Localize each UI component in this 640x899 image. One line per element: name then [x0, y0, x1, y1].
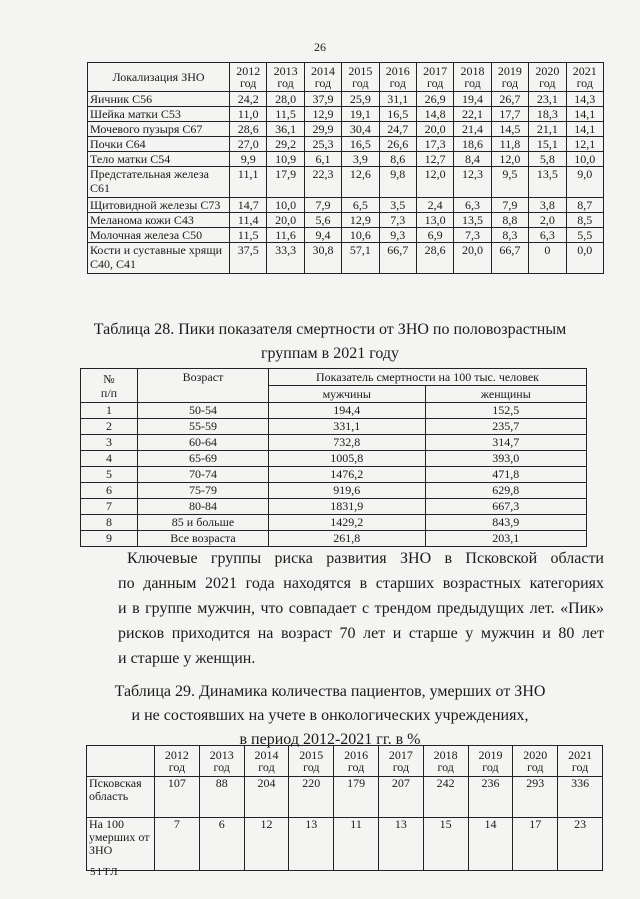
rate-value: 26,6 — [379, 137, 416, 152]
age-header: Возраст — [138, 369, 269, 403]
men-rate: 261,8 — [269, 531, 426, 547]
year-header — [304, 63, 341, 92]
table28-caption — [60, 318, 600, 366]
rate-value: 26,7 — [491, 92, 528, 107]
age-group: Все возраста — [138, 531, 269, 547]
rate-value: 6,9 — [416, 228, 453, 243]
rate-value: 10,6 — [342, 228, 379, 243]
count-value: 12 — [244, 818, 289, 871]
rate-value: 11,8 — [491, 137, 528, 152]
year-header — [558, 746, 603, 777]
rate-value: 21,1 — [529, 122, 566, 137]
rate-value: 0 — [529, 243, 566, 274]
age-group: 65-69 — [138, 451, 269, 467]
year-header — [416, 63, 453, 92]
rate-value: 25,3 — [304, 137, 341, 152]
table-row — [87, 818, 603, 871]
year-unit: год — [347, 760, 365, 774]
row-number: 6 — [81, 483, 138, 499]
rate-value: 22,3 — [304, 167, 341, 198]
table-row — [81, 515, 587, 531]
rate-value: 10,0 — [267, 198, 304, 213]
rate-value: 66,7 — [491, 243, 528, 274]
table-row — [81, 435, 587, 451]
women-rate: 393,0 — [425, 451, 586, 467]
year-unit: год — [392, 760, 410, 774]
localization-name: Тело матки С54 — [88, 152, 230, 167]
year-label: 2012 — [236, 64, 261, 78]
rate-value: 11,5 — [267, 107, 304, 122]
men-rate: 331,1 — [269, 419, 426, 435]
year-label: 2014 — [310, 64, 335, 78]
rate-header: Показатель смертности на 100 тыс. человек — [269, 369, 587, 386]
rate-value: 5,5 — [566, 228, 603, 243]
rate-value: 3,9 — [342, 152, 379, 167]
rate-value: 18,6 — [454, 137, 491, 152]
row-number: 2 — [81, 419, 138, 435]
table-row — [88, 228, 604, 243]
rate-value: 31,1 — [379, 92, 416, 107]
localization-mortality-table — [87, 62, 604, 274]
table-row — [88, 92, 604, 107]
age-mortality-table — [80, 368, 587, 547]
year-header — [244, 746, 289, 777]
table28-caption-line: группам в 2021 году — [260, 345, 400, 362]
year-unit: год — [314, 76, 332, 90]
year-label: 2019 — [478, 748, 503, 762]
year-header — [342, 63, 379, 92]
rate-value: 8,8 — [491, 213, 528, 228]
year-unit: год — [389, 76, 406, 90]
men-header: мужчины — [269, 386, 426, 403]
rate-value: 13,5 — [529, 167, 566, 198]
year-label: 2015 — [299, 748, 324, 762]
rate-value: 6,3 — [454, 198, 491, 213]
count-value: 13 — [289, 818, 334, 871]
women-rate: 667,3 — [425, 499, 586, 515]
localization-name: Щитовидной железы С73 — [88, 198, 230, 213]
rate-value: 12,9 — [342, 213, 379, 228]
year-label: 2017 — [388, 748, 413, 762]
rate-value: 57,1 — [342, 243, 379, 274]
table29-caption-line: и не состоявших на учете в онкологических учреждениях, — [131, 707, 529, 724]
table-row — [81, 467, 587, 483]
rate-value: 15,1 — [529, 137, 566, 152]
rate-value: 10,9 — [267, 152, 304, 167]
count-value: 107 — [155, 777, 200, 818]
footer-code: 51ТЛ — [90, 866, 119, 878]
year-header — [334, 746, 379, 777]
year-header — [289, 746, 334, 777]
rate-value: 24,2 — [230, 92, 267, 107]
localization-name: Яичник С56 — [88, 92, 230, 107]
num-header-line: п/п — [100, 385, 118, 400]
year-unit: год — [168, 760, 186, 774]
count-value: 15 — [423, 818, 468, 871]
table28-caption-line: Таблица 28. Пики показателя смертности от ЗНО по половозрастным — [93, 321, 567, 338]
count-value: 7 — [155, 818, 200, 871]
year-header — [379, 63, 416, 92]
year-label: 2013 — [209, 748, 234, 762]
row-number: 5 — [81, 467, 138, 483]
table-header-row — [81, 369, 587, 386]
rate-value: 7,9 — [491, 198, 528, 213]
count-value: 11 — [334, 818, 379, 871]
table-row — [88, 122, 604, 137]
rate-value: 22,1 — [454, 107, 491, 122]
table29-caption-line: Таблица 29. Динамика количества пациентов, умерших от ЗНО — [114, 683, 546, 700]
year-label: 2015 — [348, 64, 373, 78]
year-unit: год — [258, 760, 275, 774]
year-header — [468, 746, 513, 777]
year-unit: год — [303, 760, 320, 774]
table29-caption — [60, 680, 600, 752]
count-value: 236 — [468, 777, 513, 818]
rate-value: 13,0 — [416, 213, 453, 228]
rate-value: 29,2 — [267, 137, 304, 152]
row-number: 9 — [81, 531, 138, 547]
rate-value: 0,0 — [566, 243, 603, 274]
year-label: 2012 — [164, 748, 189, 762]
table-row — [81, 403, 587, 419]
year-header — [155, 746, 200, 777]
men-rate: 1476,2 — [269, 467, 426, 483]
rate-value: 30,4 — [342, 122, 379, 137]
table29-caption-line: в период 2012-2021 гг. в % — [239, 731, 421, 748]
row-label: Псковская область — [87, 777, 155, 818]
rate-value: 25,9 — [342, 92, 379, 107]
rate-value: 11,5 — [230, 228, 267, 243]
rate-value: 21,4 — [454, 122, 491, 137]
localization-name: Кости и суставные хрящи С40, С41 — [88, 243, 230, 274]
year-header — [230, 63, 267, 92]
men-rate: 1005,8 — [269, 451, 426, 467]
table-row — [81, 499, 587, 515]
men-rate: 732,8 — [269, 435, 426, 451]
table-row — [88, 213, 604, 228]
rate-value: 20,0 — [454, 243, 491, 274]
women-rate: 314,7 — [425, 435, 586, 451]
localization-name: Молочная железа С50 — [88, 228, 230, 243]
rate-value: 14,1 — [566, 107, 603, 122]
age-group: 50-54 — [138, 403, 269, 419]
rate-value: 9,5 — [491, 167, 528, 198]
women-header: женщины — [425, 386, 586, 403]
table-row — [81, 531, 587, 547]
rate-value: 10,0 — [566, 152, 603, 167]
rate-value: 24,7 — [379, 122, 416, 137]
rate-value: 12,1 — [566, 137, 603, 152]
row-number: 3 — [81, 435, 138, 451]
year-header — [566, 63, 603, 92]
age-group: 80-84 — [138, 499, 269, 515]
rate-value: 5,6 — [304, 213, 341, 228]
num-header — [81, 369, 138, 403]
rate-value: 9,9 — [230, 152, 267, 167]
count-value: 336 — [558, 777, 603, 818]
rate-value: 2,4 — [416, 198, 453, 213]
rate-value: 6,5 — [342, 198, 379, 213]
count-value: 207 — [378, 777, 423, 818]
rate-value: 33,3 — [267, 243, 304, 274]
rate-value: 66,7 — [379, 243, 416, 274]
localization-name: Почки С64 — [88, 137, 230, 152]
table-header-row — [88, 63, 604, 92]
year-label: 2017 — [423, 64, 448, 78]
table-row — [81, 483, 587, 499]
count-value: 204 — [244, 777, 289, 818]
rate-value: 12,3 — [454, 167, 491, 198]
year-unit: год — [501, 76, 519, 90]
age-group: 60-64 — [138, 435, 269, 451]
rate-value: 5,8 — [529, 152, 566, 167]
row-number: 4 — [81, 451, 138, 467]
table-row — [88, 152, 604, 167]
table-row — [88, 137, 604, 152]
women-rate: 152,5 — [425, 403, 586, 419]
rate-value: 14,7 — [230, 198, 267, 213]
year-header — [423, 746, 468, 777]
year-header — [199, 746, 244, 777]
rate-value: 16,5 — [379, 107, 416, 122]
localization-name: Меланома кожи С43 — [88, 213, 230, 228]
rate-value: 8,4 — [454, 152, 491, 167]
rate-value: 12,0 — [491, 152, 528, 167]
year-unit: год — [426, 76, 444, 90]
rate-value: 8,6 — [379, 152, 416, 167]
rate-value: 8,3 — [491, 228, 528, 243]
year-header — [513, 746, 558, 777]
rate-value: 17,3 — [416, 137, 453, 152]
year-unit: год — [482, 760, 499, 774]
row-number: 7 — [81, 499, 138, 515]
count-value: 23 — [558, 818, 603, 871]
year-label: 2019 — [497, 64, 522, 78]
women-rate: 629,8 — [425, 483, 586, 499]
rate-value: 2,0 — [529, 213, 566, 228]
rate-value: 6,3 — [529, 228, 566, 243]
year-label: 2014 — [254, 748, 279, 762]
row-label: На 100 умерших от ЗНО — [87, 818, 155, 871]
rate-value: 9,3 — [379, 228, 416, 243]
paragraph-line: рисков приходится на возраст 70 лет и старше у мужчин и 80 лет — [118, 625, 604, 642]
row-number: 8 — [81, 515, 138, 531]
rate-value: 19,4 — [454, 92, 491, 107]
paragraph-line: Ключевые группы риска развития ЗНО в Псковской области — [127, 550, 604, 567]
count-value: 13 — [378, 818, 423, 871]
rate-value: 37,9 — [304, 92, 341, 107]
rate-value: 26,9 — [416, 92, 453, 107]
empty-header-cell — [87, 746, 155, 777]
localization-header: Локализация ЗНО — [88, 63, 230, 92]
rate-value: 7,3 — [454, 228, 491, 243]
year-unit: год — [352, 76, 369, 90]
men-rate: 194,4 — [269, 403, 426, 419]
rate-value: 17,7 — [491, 107, 528, 122]
rate-value: 19,1 — [342, 107, 379, 122]
count-value: 242 — [423, 777, 468, 818]
rate-value: 23,1 — [529, 92, 566, 107]
year-unit: год — [240, 76, 257, 90]
rate-value: 7,9 — [304, 198, 341, 213]
rate-value: 20,0 — [416, 122, 453, 137]
year-label: 2018 — [460, 64, 485, 78]
rate-value: 9,0 — [566, 167, 603, 198]
rate-value: 12,9 — [304, 107, 341, 122]
count-value: 17 — [513, 818, 558, 871]
rate-value: 14,3 — [566, 92, 603, 107]
women-rate: 235,7 — [425, 419, 586, 435]
rate-value: 12,6 — [342, 167, 379, 198]
rate-value: 12,7 — [416, 152, 453, 167]
rate-value: 11,1 — [230, 167, 267, 198]
table-row — [88, 107, 604, 122]
unregistered-deaths-table — [86, 745, 603, 871]
rate-value: 11,4 — [230, 213, 267, 228]
year-label: 2020 — [535, 64, 560, 78]
rate-value: 11,6 — [267, 228, 304, 243]
rate-value: 14,1 — [566, 122, 603, 137]
paragraph-line: по данным 2021 года находятся в старших возрастных категориях — [118, 575, 604, 592]
rate-value: 36,1 — [267, 122, 304, 137]
rate-value: 11,0 — [230, 107, 267, 122]
row-number: 1 — [81, 403, 138, 419]
rate-value: 9,4 — [304, 228, 341, 243]
year-unit: год — [539, 76, 556, 90]
table-row — [81, 451, 587, 467]
rate-value: 20,0 — [267, 213, 304, 228]
page-number: 26 — [314, 40, 326, 54]
women-rate: 203,1 — [425, 531, 586, 547]
table-row — [81, 419, 587, 435]
year-label: 2013 — [273, 64, 298, 78]
year-header — [267, 63, 304, 92]
year-label: 2018 — [433, 748, 458, 762]
rate-value: 7,3 — [379, 213, 416, 228]
localization-name: Предстательная железа С61 — [88, 167, 230, 198]
count-value: 14 — [468, 818, 513, 871]
table-row — [88, 243, 604, 274]
year-header — [491, 63, 528, 92]
year-unit: год — [527, 760, 544, 774]
men-rate: 1831,9 — [269, 499, 426, 515]
rate-value: 17,9 — [267, 167, 304, 198]
rate-value: 8,5 — [566, 213, 603, 228]
rate-value: 14,5 — [491, 122, 528, 137]
rate-value: 13,5 — [454, 213, 491, 228]
rate-value: 28,6 — [416, 243, 453, 274]
rate-value: 6,1 — [304, 152, 341, 167]
localization-name: Мочевого пузыря С67 — [88, 122, 230, 137]
rate-value: 9,8 — [379, 167, 416, 198]
rate-value: 12,0 — [416, 167, 453, 198]
count-value: 88 — [199, 777, 244, 818]
year-unit: год — [464, 76, 481, 90]
rate-value: 30,8 — [304, 243, 341, 274]
year-label: 2020 — [523, 748, 548, 762]
rate-value: 37,5 — [230, 243, 267, 274]
year-label: 2016 — [344, 748, 369, 762]
age-group: 70-74 — [138, 467, 269, 483]
men-rate: 1429,2 — [269, 515, 426, 531]
rate-value: 16,5 — [342, 137, 379, 152]
rate-value: 27,0 — [230, 137, 267, 152]
year-unit: год — [576, 76, 593, 90]
count-value: 6 — [199, 818, 244, 871]
rate-value: 8,7 — [566, 198, 603, 213]
age-group: 75-79 — [138, 483, 269, 499]
year-label: 2016 — [385, 64, 410, 78]
rate-value: 29,9 — [304, 122, 341, 137]
year-unit: год — [213, 760, 230, 774]
table-row — [88, 198, 604, 213]
table-header-row — [87, 746, 603, 777]
rate-value: 28,0 — [267, 92, 304, 107]
table-row — [88, 167, 604, 198]
num-header-line: № — [103, 371, 115, 386]
year-label: 2021 — [572, 64, 597, 78]
count-value: 179 — [334, 777, 379, 818]
men-rate: 919,6 — [269, 483, 426, 499]
rate-value: 28,6 — [230, 122, 267, 137]
localization-name: Шейка матки С53 — [88, 107, 230, 122]
year-unit: год — [437, 760, 454, 774]
age-group: 55-59 — [138, 419, 269, 435]
count-value: 220 — [289, 777, 334, 818]
year-label: 2021 — [568, 748, 593, 762]
rate-value: 3,8 — [529, 198, 566, 213]
table-row — [87, 777, 603, 818]
women-rate: 471,8 — [425, 467, 586, 483]
year-header — [529, 63, 566, 92]
paragraph-line: и в группе мужчин, что совпадает с трендом предыдущих лет. «Пик» — [118, 600, 604, 617]
rate-value: 14,8 — [416, 107, 453, 122]
rate-value: 18,3 — [529, 107, 566, 122]
year-header — [378, 746, 423, 777]
year-header — [454, 63, 491, 92]
year-unit: год — [571, 760, 589, 774]
women-rate: 843,9 — [425, 515, 586, 531]
year-unit: год — [277, 76, 294, 90]
rate-value: 3,5 — [379, 198, 416, 213]
age-group: 85 и больше — [138, 515, 269, 531]
paragraph-line: и старше у женщин. — [118, 650, 256, 667]
count-value: 293 — [513, 777, 558, 818]
